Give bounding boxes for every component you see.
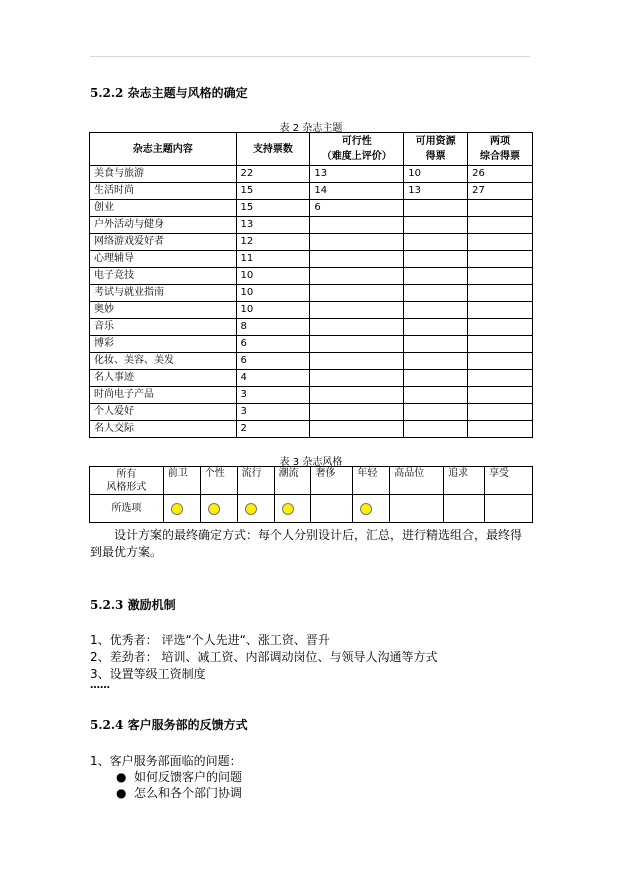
vote-cell: 13 <box>310 166 404 183</box>
vote-cell <box>310 387 404 404</box>
vote-cell <box>310 319 404 336</box>
vote-cell: 26 <box>468 166 533 183</box>
selection-cell <box>274 495 311 523</box>
selection-cell <box>237 495 274 523</box>
theme-name-cell: 名人交际 <box>90 421 237 438</box>
style-option-cell: 个性 <box>200 467 237 495</box>
vote-cell <box>310 421 404 438</box>
style-option-cell: 年轻 <box>353 467 390 495</box>
header-theme-content: 杂志主题内容 <box>90 133 237 166</box>
style-option-cell: 前卫 <box>163 467 200 495</box>
vote-cell <box>404 217 468 234</box>
selection-cell <box>485 495 533 523</box>
vote-cell: 4 <box>236 370 310 387</box>
selection-cell <box>353 495 390 523</box>
vote-cell: 3 <box>236 387 310 404</box>
vote-cell <box>404 285 468 302</box>
magazine-style-table <box>89 466 533 523</box>
table-row <box>90 421 533 438</box>
service-bullet-1: ● 如何反馈客户的问题 <box>116 770 243 784</box>
selected-styles-row <box>90 495 533 523</box>
table-row <box>90 387 533 404</box>
section-5-2-2-title: 5.2.2 杂志主题与风格的确定 <box>90 86 248 100</box>
incentive-ellipsis: …… <box>90 680 110 691</box>
theme-name-cell: 博彩 <box>90 336 237 353</box>
table-row <box>90 336 533 353</box>
vote-cell <box>310 217 404 234</box>
vote-cell <box>468 319 533 336</box>
vote-cell <box>468 353 533 370</box>
table3-caption: 表 3 杂志风格 <box>279 457 343 468</box>
table2-caption: 表 2 杂志主题 <box>279 123 343 134</box>
vote-cell <box>404 302 468 319</box>
selected-dot-icon <box>282 503 294 515</box>
table-row <box>90 353 533 370</box>
final-plan-paragraph: 设计方案的最终确定方式：每个人分别设计后，汇总，进行精选组合，最终得到最优方案。 <box>90 528 523 559</box>
vote-cell <box>310 336 404 353</box>
theme-name-cell: 化妆、美容、美发 <box>90 353 237 370</box>
incentive-item-2: 2、差劲者： 培训、减工资、内部调动岗位、与领导人沟通等方式 <box>90 650 438 664</box>
theme-name-cell: 美食与旅游 <box>90 166 237 183</box>
table-row <box>90 217 533 234</box>
selection-cell <box>444 495 485 523</box>
table-row <box>90 234 533 251</box>
table-row <box>90 370 533 387</box>
bullet-icon: ● <box>116 786 127 800</box>
theme-name-cell: 电子竞技 <box>90 268 237 285</box>
header-support-votes: 支持票数 <box>236 133 310 166</box>
selected-dot-icon <box>245 503 257 515</box>
section-5-2-3-title: 5.2.3 激励机制 <box>90 598 176 612</box>
service-bullet-2: ● 怎么和各个部门协调 <box>116 786 243 800</box>
theme-name-cell: 个人爱好 <box>90 404 237 421</box>
vote-cell: 11 <box>236 251 310 268</box>
style-option-cell: 高品位 <box>390 467 444 495</box>
style-option-cell: 奢侈 <box>311 467 353 495</box>
vote-cell: 3 <box>236 404 310 421</box>
header-rule <box>90 56 530 57</box>
vote-cell <box>404 370 468 387</box>
incentive-item-3: 3、设置等级工资制度 <box>90 667 206 681</box>
table-row <box>90 404 533 421</box>
vote-cell: 10 <box>404 166 468 183</box>
vote-cell: 10 <box>236 268 310 285</box>
theme-name-cell: 心理辅导 <box>90 251 237 268</box>
table-row <box>90 268 533 285</box>
bullet-icon: ● <box>116 770 127 784</box>
vote-cell <box>404 421 468 438</box>
selected-label: 所选项 <box>90 495 164 523</box>
table-row <box>90 183 533 200</box>
vote-cell <box>310 251 404 268</box>
vote-cell <box>310 370 404 387</box>
vote-cell <box>468 200 533 217</box>
table-row <box>90 200 533 217</box>
vote-cell: 6 <box>236 353 310 370</box>
vote-cell <box>468 302 533 319</box>
vote-cell: 12 <box>236 234 310 251</box>
style-option-cell: 流行 <box>237 467 274 495</box>
service-item-1: 1、客户服务部面临的问题： <box>90 754 242 768</box>
theme-name-cell: 奥妙 <box>90 302 237 319</box>
theme-name-cell: 考试与就业指南 <box>90 285 237 302</box>
vote-cell <box>468 251 533 268</box>
vote-cell: 13 <box>404 183 468 200</box>
vote-cell <box>404 234 468 251</box>
table-row <box>90 302 533 319</box>
style-option-cell: 享受 <box>485 467 533 495</box>
vote-cell: 6 <box>310 200 404 217</box>
theme-name-cell: 时尚电子产品 <box>90 387 237 404</box>
table-row <box>90 166 533 183</box>
theme-name-cell: 音乐 <box>90 319 237 336</box>
header-available-resources: 可用资源 得票 <box>404 133 468 166</box>
vote-cell <box>468 217 533 234</box>
vote-cell <box>404 268 468 285</box>
vote-cell <box>404 319 468 336</box>
style-option-cell: 追求 <box>444 467 485 495</box>
vote-cell <box>404 251 468 268</box>
vote-cell <box>468 234 533 251</box>
vote-cell <box>310 404 404 421</box>
table-row <box>90 251 533 268</box>
vote-cell <box>310 353 404 370</box>
incentive-item-1: 1、优秀者： 评选“个人先进“、涨工资、晋升 <box>90 633 330 647</box>
vote-cell: 8 <box>236 319 310 336</box>
theme-name-cell: 创业 <box>90 200 237 217</box>
vote-cell <box>468 268 533 285</box>
vote-cell <box>310 234 404 251</box>
table-row <box>90 319 533 336</box>
selected-dot-icon <box>171 503 183 515</box>
vote-cell <box>468 336 533 353</box>
theme-name-cell: 户外活动与健身 <box>90 217 237 234</box>
vote-cell <box>468 421 533 438</box>
section-5-2-4-title: 5.2.4 客户服务部的反馈方式 <box>90 718 248 732</box>
vote-cell: 10 <box>236 302 310 319</box>
vote-cell: 10 <box>236 285 310 302</box>
vote-cell: 2 <box>236 421 310 438</box>
vote-cell <box>310 285 404 302</box>
selection-cell <box>163 495 200 523</box>
vote-cell: 27 <box>468 183 533 200</box>
table-header-row <box>90 133 533 166</box>
vote-cell: 22 <box>236 166 310 183</box>
vote-cell <box>310 302 404 319</box>
style-options-row <box>90 467 533 495</box>
vote-cell <box>468 370 533 387</box>
selected-dot-icon <box>208 503 220 515</box>
style-option-cell: 潮流 <box>274 467 311 495</box>
vote-cell: 6 <box>236 336 310 353</box>
vote-cell <box>468 404 533 421</box>
vote-cell: 15 <box>236 183 310 200</box>
all-styles-label: 所有 风格形式 <box>90 467 164 495</box>
magazine-theme-table <box>89 132 533 438</box>
table-row <box>90 285 533 302</box>
vote-cell <box>404 353 468 370</box>
vote-cell <box>404 404 468 421</box>
vote-cell <box>310 268 404 285</box>
theme-name-cell: 名人事迹 <box>90 370 237 387</box>
selected-dot-icon <box>360 503 372 515</box>
header-combined-votes: 两项 综合得票 <box>468 133 533 166</box>
vote-cell <box>404 387 468 404</box>
vote-cell <box>404 200 468 217</box>
selection-cell <box>390 495 444 523</box>
vote-cell <box>468 285 533 302</box>
vote-cell <box>404 336 468 353</box>
vote-cell: 14 <box>310 183 404 200</box>
vote-cell <box>468 387 533 404</box>
selection-cell <box>311 495 353 523</box>
selection-cell <box>200 495 237 523</box>
header-feasibility: 可行性 （难度上评价） <box>310 133 404 166</box>
theme-name-cell: 网络游戏爱好者 <box>90 234 237 251</box>
vote-cell: 13 <box>236 217 310 234</box>
vote-cell: 15 <box>236 200 310 217</box>
theme-name-cell: 生活时尚 <box>90 183 237 200</box>
